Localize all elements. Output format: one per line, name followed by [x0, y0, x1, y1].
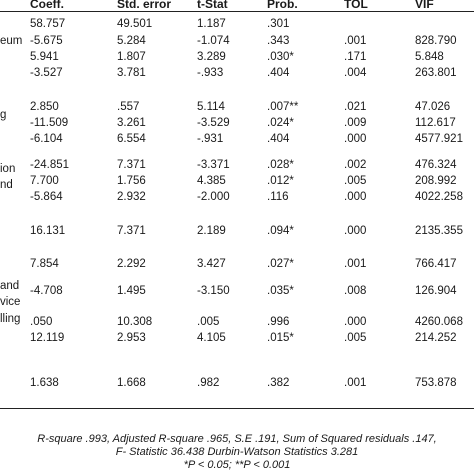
- model-stats-line-2: F- Statistic 36.438 Durbin-Watson Statistics 3.281: [115, 446, 359, 458]
- cell-tol: .000: [344, 225, 367, 237]
- header-std-error: Std. error: [117, 0, 172, 11]
- cell-vif: 112.617: [415, 117, 456, 129]
- cell-std: 1.756: [117, 175, 146, 187]
- cell-std: 2.953: [117, 332, 146, 344]
- cell-vif: 766.417: [415, 258, 457, 270]
- table-row: [0, 16, 474, 32]
- row-stub-label: vice: [0, 296, 21, 308]
- cell-tol: .000: [344, 133, 367, 145]
- cell-prob: .996: [267, 316, 290, 328]
- cell-vif: 753.878: [415, 377, 457, 389]
- cell-std: 6.554: [117, 133, 146, 145]
- table-row: [0, 375, 474, 391]
- cell-t: -.933: [197, 67, 224, 79]
- cell-vif: 214.252: [415, 332, 457, 344]
- cell-std: 3.781: [117, 67, 146, 79]
- cell-prob: .404: [267, 67, 290, 79]
- table-row: [0, 283, 474, 299]
- cell-tol: .002: [344, 159, 367, 171]
- cell-t: 5.114: [197, 101, 225, 113]
- header-t-stat: t-Stat: [197, 0, 228, 11]
- row-stub-label: g: [0, 109, 7, 121]
- cell-prob: .027*: [267, 258, 294, 270]
- cell-prob: .012*: [267, 175, 294, 187]
- significance-note: *P < 0.05; **P < 0.001: [183, 459, 291, 471]
- cell-coeff: 12.119: [30, 332, 65, 344]
- table-row: [0, 157, 474, 173]
- cell-std: 1.668: [117, 377, 146, 389]
- cell-coeff: .050: [30, 316, 53, 328]
- cell-tol: .000: [344, 191, 367, 203]
- table-row: [0, 131, 474, 147]
- cell-tol: .005: [344, 175, 367, 187]
- table-row: [0, 330, 474, 346]
- cell-coeff: -5.864: [30, 191, 63, 203]
- cell-coeff: -24.851: [30, 159, 70, 171]
- table-row: [0, 314, 474, 330]
- cell-std: 5.284: [117, 35, 146, 47]
- cell-tol: .005: [344, 332, 367, 344]
- header-vif: VIF: [415, 0, 434, 11]
- cell-t: -2.000: [197, 191, 230, 203]
- cell-coeff: -3.527: [30, 67, 63, 79]
- cell-std: .557: [117, 101, 140, 113]
- cell-t: .982: [197, 377, 220, 389]
- cell-std: 1.807: [117, 51, 146, 63]
- cell-prob: .007**: [267, 101, 299, 113]
- cell-prob: .024*: [267, 117, 294, 129]
- row-stub-label: nd: [0, 179, 13, 191]
- cell-vif: 2135.355: [415, 225, 463, 237]
- table-row: [0, 173, 474, 189]
- table-row: [0, 115, 474, 131]
- cell-prob: .382: [267, 377, 290, 389]
- cell-std: 49.501: [117, 18, 153, 30]
- row-stub-label: eum: [0, 35, 23, 47]
- cell-coeff: 58.757: [30, 18, 66, 30]
- cell-vif: 5.848: [415, 51, 444, 63]
- table-row: [0, 99, 474, 115]
- cell-std: 2.932: [117, 191, 146, 203]
- cell-vif: 208.992: [415, 175, 457, 187]
- cell-vif: 126.904: [415, 285, 457, 297]
- header-coeff: Coeff.: [30, 0, 64, 11]
- table-row: [0, 33, 474, 49]
- cell-std: 2.292: [117, 258, 146, 270]
- cell-tol: .001: [344, 35, 367, 47]
- cell-prob: .035*: [267, 285, 294, 297]
- cell-vif: 4260.068: [415, 316, 463, 328]
- header-tol: TOL: [344, 0, 368, 11]
- cell-vif: 263.801: [415, 67, 457, 79]
- cell-tol: .000: [344, 316, 367, 328]
- cell-prob: .343: [267, 35, 290, 47]
- bottom-rule: [0, 408, 474, 409]
- cell-t: 3.289: [197, 51, 226, 63]
- cell-prob: .015*: [267, 332, 294, 344]
- cell-tol: .001: [344, 377, 367, 389]
- cell-t: 4.385: [197, 175, 226, 187]
- top-rule: [0, 11, 474, 12]
- table-row: [0, 256, 474, 272]
- cell-tol: .171: [344, 51, 367, 63]
- cell-t: -3.150: [197, 285, 230, 297]
- cell-vif: 828.790: [415, 35, 457, 47]
- cell-tol: .021: [344, 101, 367, 113]
- cell-tol: .008: [344, 285, 367, 297]
- model-stats-line-1: R-square .993, Adjusted R-square .965, S.E .191, Sum of Squared residuals .147,: [37, 433, 437, 445]
- cell-t: -3.371: [197, 159, 230, 171]
- cell-t: 3.427: [197, 258, 226, 270]
- cell-t: -.931: [197, 133, 224, 145]
- cell-t: 1.187: [197, 18, 226, 30]
- cell-prob: .116: [267, 191, 289, 203]
- cell-prob: .404: [267, 133, 290, 145]
- cell-coeff: -6.104: [30, 133, 63, 145]
- cell-coeff: 16.131: [30, 225, 66, 237]
- cell-std: 7.371: [117, 159, 146, 171]
- cell-tol: .004: [344, 67, 367, 79]
- cell-vif: 4022.258: [415, 191, 463, 203]
- cell-coeff: 2.850: [30, 101, 59, 113]
- cell-std: 10.308: [117, 316, 153, 328]
- cell-std: 7.371: [117, 225, 146, 237]
- cell-t: 2.189: [197, 225, 226, 237]
- cell-vif: 476.324: [415, 159, 457, 171]
- cell-std: 1.495: [117, 285, 146, 297]
- row-stub-label: and: [0, 280, 20, 292]
- cell-t: -3.529: [197, 117, 230, 129]
- table-row: [0, 49, 474, 65]
- table-row: [0, 223, 474, 239]
- row-stub-label: lling: [0, 313, 21, 325]
- row-stub-label: ion: [0, 163, 16, 175]
- header-prob: Prob.: [267, 0, 298, 11]
- cell-coeff: 5.941: [30, 51, 59, 63]
- cell-coeff: 7.700: [30, 175, 59, 187]
- cell-vif: 4577.921: [415, 133, 463, 145]
- cell-prob: .028*: [267, 159, 294, 171]
- cell-t: .005: [197, 316, 220, 328]
- cell-prob: .030*: [267, 51, 294, 63]
- cell-prob: .301: [267, 18, 290, 30]
- cell-t: 4.105: [197, 332, 226, 344]
- cell-tol: .009: [344, 117, 367, 129]
- cell-coeff: -5.675: [30, 35, 63, 47]
- cell-tol: .001: [344, 258, 367, 270]
- cell-std: 3.261: [117, 117, 146, 129]
- cell-t: -1.074: [197, 35, 230, 47]
- cell-coeff: 1.638: [30, 377, 59, 389]
- cell-coeff: 7.854: [30, 258, 59, 270]
- table-row: [0, 65, 474, 81]
- cell-prob: .094*: [267, 225, 294, 237]
- cell-coeff: -11.509: [30, 117, 69, 129]
- cell-coeff: -4.708: [30, 285, 63, 297]
- table-row: [0, 189, 474, 205]
- cell-vif: 47.026: [415, 101, 451, 113]
